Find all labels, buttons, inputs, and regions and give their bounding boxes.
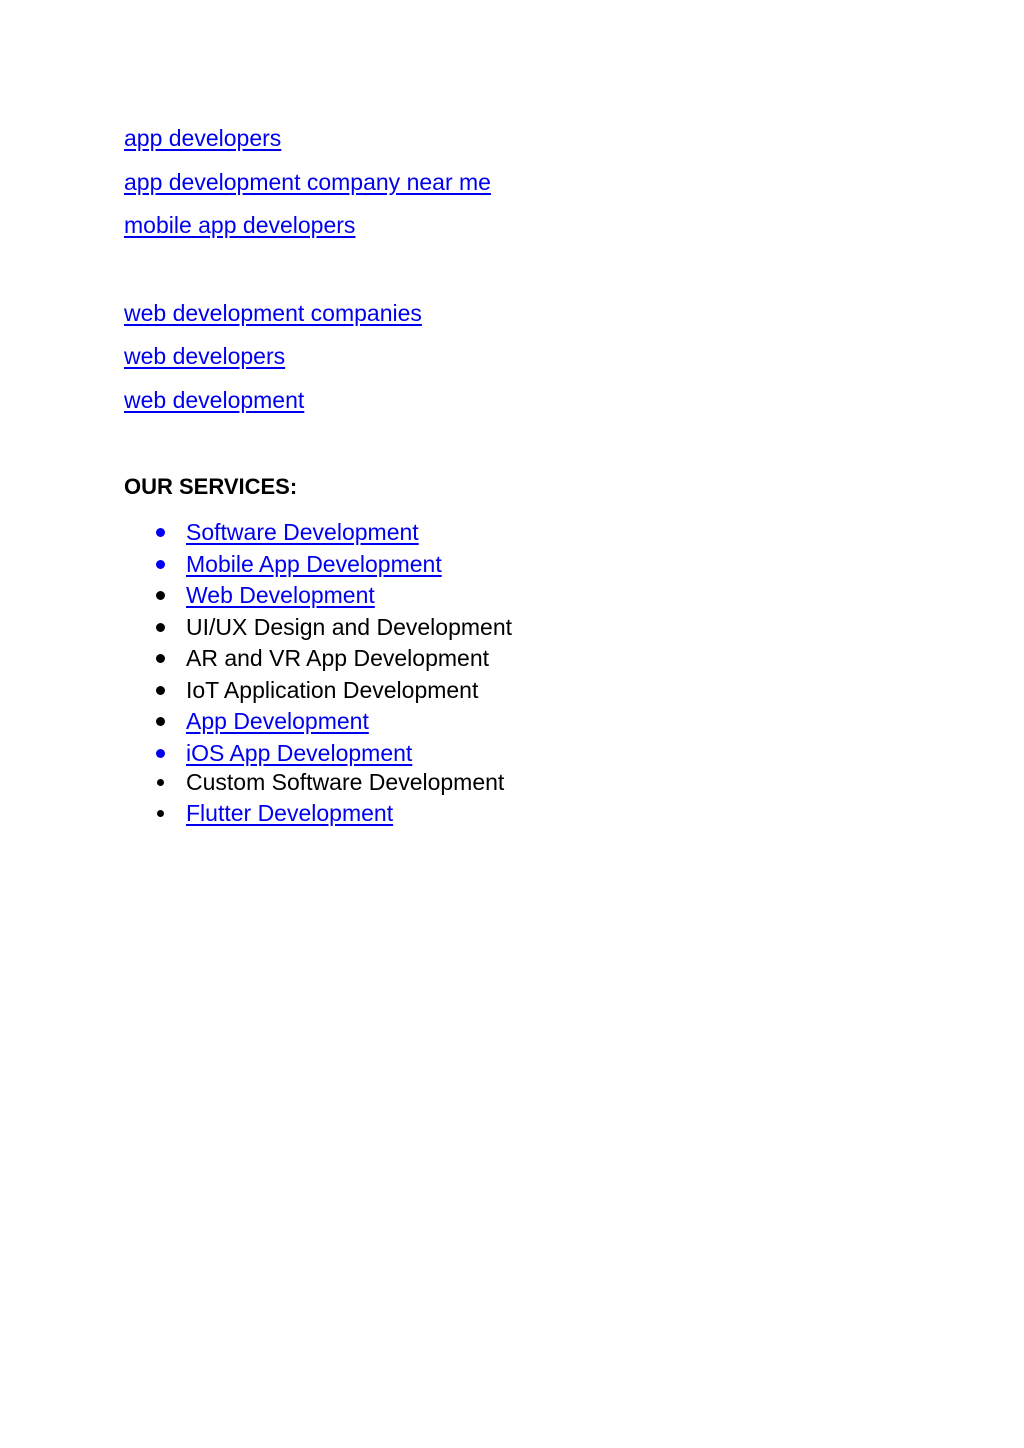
service-item-ui-ux-design <box>0 612 700 642</box>
service-link-mobile-app-development[interactable]: Mobile App Development <box>186 551 442 577</box>
link-app-developers[interactable]: app developers <box>124 125 282 151</box>
bullet-icon <box>156 560 165 569</box>
services-heading: OUR SERVICES: <box>124 474 298 499</box>
link-mobile-app-developers[interactable]: mobile app developers <box>124 212 356 238</box>
link-web-developers[interactable]: web developers <box>124 343 286 369</box>
link-web-development-companies[interactable]: web development companies <box>124 300 422 326</box>
bullet-icon <box>156 528 165 537</box>
bullet-icon <box>157 810 164 817</box>
service-item-mobile-app-development <box>0 549 700 579</box>
bullet-icon <box>156 623 165 632</box>
bullet-icon <box>156 654 165 663</box>
service-item-iot-application-development <box>0 675 700 705</box>
service-text-custom-software-development: Custom Software Development <box>186 769 505 795</box>
bullet-icon <box>156 749 165 758</box>
link-web-development[interactable]: web development <box>124 387 305 413</box>
link-line <box>124 386 304 414</box>
service-text-ar-vr-app-development: AR and VR App Development <box>186 645 490 671</box>
service-text-ui-ux-design: UI/UX Design and Development <box>186 614 512 640</box>
bullet-icon <box>156 686 165 695</box>
link-line <box>124 342 285 370</box>
bullet-icon <box>156 591 165 600</box>
service-item-web-development <box>0 580 700 610</box>
service-link-flutter-development[interactable]: Flutter Development <box>186 800 394 826</box>
service-link-ios-app-development[interactable]: iOS App Development <box>186 740 413 766</box>
service-item-flutter-development <box>0 798 700 828</box>
service-link-app-development[interactable]: App Development <box>186 708 369 734</box>
link-app-development-company-near-me[interactable]: app development company near me <box>124 169 491 195</box>
link-line <box>124 211 355 239</box>
service-text-iot-application-development: IoT Application Development <box>186 677 479 703</box>
link-line <box>124 168 491 196</box>
service-item-software-development <box>0 517 700 547</box>
bullet-icon <box>157 779 164 786</box>
bullet-icon <box>156 717 165 726</box>
service-link-software-development[interactable]: Software Development <box>186 519 419 545</box>
service-item-app-development <box>0 706 700 736</box>
service-item-ios-app-development <box>0 738 700 768</box>
service-link-web-development[interactable]: Web Development <box>186 582 375 608</box>
service-item-custom-software-development <box>0 767 700 797</box>
service-item-ar-vr-app-development <box>0 643 700 673</box>
link-line <box>124 299 422 327</box>
link-line <box>124 124 281 152</box>
